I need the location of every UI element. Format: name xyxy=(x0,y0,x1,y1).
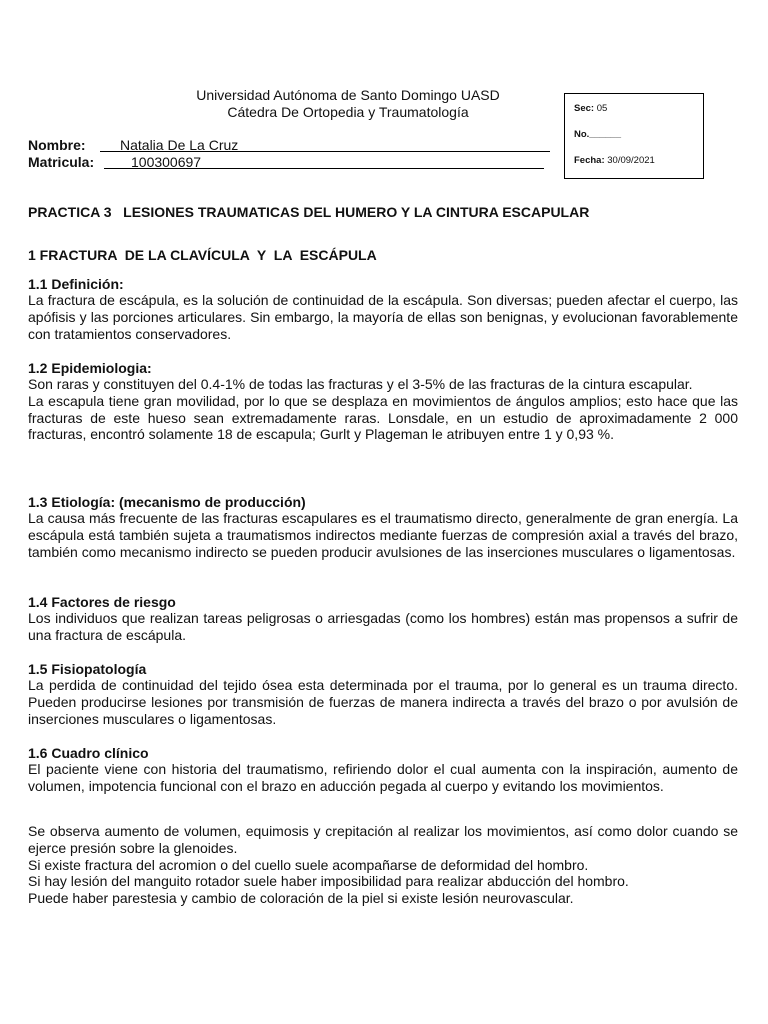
paragraph: Son raras y constituyen del 0.4-1% de todas las fracturas y el 3-5% de las fracturas de la cintura escapular. xyxy=(28,376,693,392)
section-definition xyxy=(28,276,738,342)
heading-clinical-picture: 1.6 Cuadro clínico xyxy=(28,745,149,761)
fecha-value: 30/09/2021 xyxy=(607,155,655,166)
paragraph: Si hay lesión del manguito rotador suele haber imposibilidad para realizar abducción del hombro. xyxy=(28,873,629,890)
university-name: Universidad Autónoma de Santo Domingo UASD xyxy=(196,87,500,103)
section-risk-factors xyxy=(28,594,738,644)
student-name-row xyxy=(28,137,550,153)
paragraph: Los individuos que realizan tareas peligrosas o arriesgadas (como los hombres) están mas propensos a sufrir de una fractura de escápula. xyxy=(28,610,738,643)
name-label: Nombre: xyxy=(28,137,86,153)
paragraph: El paciente viene con historia del traumatismo, refiriendo dolor el cual aumenta con la inspiración, aumento de volumen, impotencia funcional con el brazo en aducción pegada al cuerpo y evitando los movimientos. xyxy=(28,761,738,794)
section-clinical-picture xyxy=(28,745,738,795)
student-id-row xyxy=(28,154,544,170)
sec-value: 05 xyxy=(596,103,608,114)
section-etiology xyxy=(28,494,738,560)
id-label: Matricula: xyxy=(28,154,95,170)
paragraph: Puede haber parestesia y cambio de coloración de la piel si existe lesión neurovascular. xyxy=(28,890,574,907)
heading-physiopathology: 1.5 Fisiopatología xyxy=(28,661,147,677)
id-value: 100300697 xyxy=(131,154,202,170)
heading-definition: 1.1 Definición: xyxy=(28,276,124,292)
heading-etiology: 1.3 Etiología: (mecanismo de producción) xyxy=(28,494,306,510)
name-value: Natalia De La Cruz xyxy=(120,137,239,153)
info-box xyxy=(564,93,704,179)
paragraph: La perdida de continuidad del tejido ósea esta determinada por el trauma, por lo general es un trauma directo. Pueden producirse lesiones por transmisión de fuerzas de manera indirecta a través del brazo o por avulsión de inserciones musculares o ligamentosas. xyxy=(28,677,738,727)
paragraph: La fractura de escápula, es la solución de continuidad de la escápula. Son diversas; pueden afectar el cuerpo, las apófisis y las porciones articulares. Sin embargo, la mayoría de ellas son benignas, y evolucionan favorablemente con tratamientos conservadores. xyxy=(28,292,738,342)
paragraph: Si existe fractura del acromion o del cuello suele acompañarse de deformidad del hombro. xyxy=(28,856,589,873)
sec-label: Sec: xyxy=(574,103,595,114)
paragraph: La escapula tiene gran movilidad, por lo que se desplaza en movimientos de ángulos amplios; esto hace que las fracturas de este hueso sean extremadamente raras. Lonsdale, en un estudio de aproximadamente 2 000 fracturas, encontró solamente 18 de escapula; Gurlt y Plageman le atribuyen entre 1 y 0,93 %. xyxy=(28,392,738,443)
fecha-label: Fecha: xyxy=(574,155,605,166)
practice-title: PRACTICA 3 LESIONES TRAUMATICAS DEL HUMERO Y LA CINTURA ESCAPULAR xyxy=(28,204,590,220)
section-clinical-findings xyxy=(28,823,738,907)
paragraph: La causa más frecuente de las fracturas escapulares es el traumatismo directo, generalmente de gran energía. La escápula está también sujeta a traumatismos indirectos mediante fuerzas de compresión axial a través del brazo, también como mecanismo indirecto se pueden producir avulsiones de las inserciones musculares o ligamentosas. xyxy=(28,510,738,560)
chair-name: Cátedra De Ortopedia y Traumatología xyxy=(227,104,469,120)
date-field xyxy=(574,155,655,166)
heading-risk-factors: 1.4 Factores de riesgo xyxy=(28,594,176,610)
number-field: No.______ xyxy=(574,129,622,140)
heading-epidemiology: 1.2 Epidemiologia: xyxy=(28,360,152,376)
section-epidemiology xyxy=(28,360,738,443)
section-number xyxy=(574,103,607,114)
paragraph: Se observa aumento de volumen, equimosis y crepitación al realizar los movimientos, así como dolor cuando se ejerce presión sobre la glenoides. xyxy=(28,823,738,856)
section-physiopathology xyxy=(28,661,738,727)
section-title: 1 FRACTURA DE LA CLAVÍCULA Y LA ESCÁPULA xyxy=(28,247,377,263)
